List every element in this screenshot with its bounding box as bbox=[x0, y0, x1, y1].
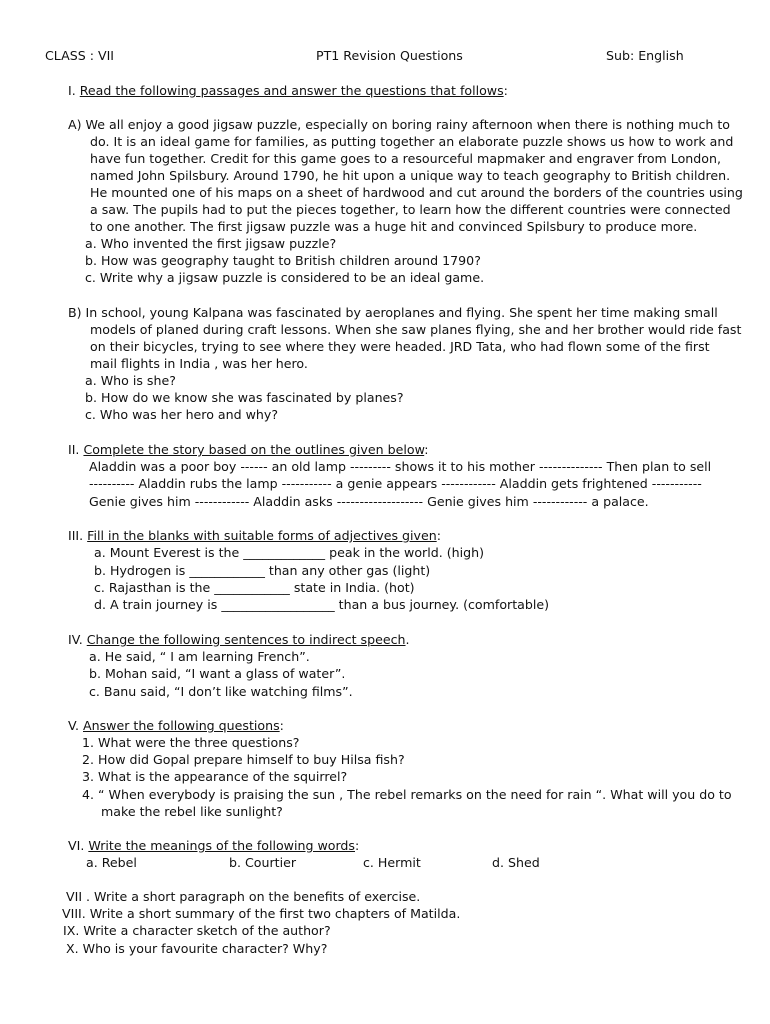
story-outline-line: ---------- Aladdin rubs the lamp ----------- a genie appears ------------ Aladdin gets frightened ----------- bbox=[89, 476, 702, 491]
word-item: b. Courtier bbox=[229, 855, 297, 870]
passage-a-line: named John Spilsbury. Around 1790, he hit upon a unique way to teach geography to British children. bbox=[90, 168, 731, 183]
section-4-number: IV. bbox=[68, 632, 87, 647]
section-3-title: Fill in the blanks with suitable forms of adjectives given bbox=[87, 528, 437, 543]
passage-a-question: c. Write why a jigsaw puzzle is considered to be an ideal game. bbox=[85, 270, 485, 285]
story-outline-line: Aladdin was a poor boy ------ an old lamp --------- shows it to his mother -------------- Then plan to sell bbox=[89, 459, 712, 474]
fill-blank-item: a. Mount Everest is the _____________ peak in the world. (high) bbox=[94, 545, 484, 560]
section-1-heading bbox=[68, 82, 508, 99]
passage-b-question: b. How do we know she was fascinated by planes? bbox=[85, 390, 404, 405]
word-item: c. Hermit bbox=[363, 855, 421, 870]
passage-a-line: to one another. The first jigsaw puzzle was a huge hit and convinced Spilsbury to produce more. bbox=[90, 219, 698, 234]
passage-b-question: a. Who is she? bbox=[85, 373, 176, 388]
section-5-colon: : bbox=[279, 718, 284, 733]
subject-label: Sub: English bbox=[606, 48, 684, 63]
fill-blank-item: c. Rajasthan is the ____________ state in India. (hot) bbox=[94, 580, 415, 595]
question-viii: VIII. Write a short summary of the first two chapters of Matilda. bbox=[62, 906, 461, 921]
section-1-title: Read the following passages and answer the questions that follows bbox=[79, 83, 504, 98]
passage-a-line: a saw. The pupils had to put the pieces together, to learn how the different countries were connected bbox=[90, 202, 731, 217]
indirect-speech-item: a. He said, “ I am learning French”. bbox=[89, 649, 310, 664]
question-ix: IX. Write a character sketch of the author? bbox=[63, 923, 331, 938]
passage-a-question: a. Who invented the first jigsaw puzzle? bbox=[85, 236, 337, 251]
question-x: X. Who is your favourite character? Why? bbox=[66, 941, 328, 956]
section-5-heading bbox=[68, 717, 284, 734]
passage-b-question: c. Who was her hero and why? bbox=[85, 407, 279, 422]
class-label: CLASS : VII bbox=[45, 48, 114, 63]
question-item-continuation: make the rebel like sunlight? bbox=[101, 804, 283, 819]
question-item: 1. What were the three questions? bbox=[82, 735, 300, 750]
section-2-colon: : bbox=[424, 442, 429, 457]
passage-a-line: A) We all enjoy a good jigsaw puzzle, especially on boring rainy afternoon when there is nothing much to bbox=[68, 117, 731, 132]
section-4-title: Change the following sentences to indirect speech bbox=[86, 632, 406, 647]
passage-b-line: B) In school, young Kalpana was fascinated by aeroplanes and flying. She spent her time making small bbox=[68, 305, 718, 320]
section-6-title: Write the meanings of the following words bbox=[88, 838, 355, 853]
passage-a-line: do. It is an ideal game for families, as putting together an elaborate puzzle shows us how to work and bbox=[90, 134, 734, 149]
word-item: d. Shed bbox=[492, 855, 540, 870]
section-6-colon: : bbox=[354, 838, 360, 853]
section-1-number: I. bbox=[68, 83, 80, 98]
question-item: 2. How did Gopal prepare himself to buy Hilsa fish? bbox=[82, 752, 405, 767]
section-6-heading bbox=[68, 837, 359, 854]
passage-a-line: have fun together. Credit for this game goes to a resourceful mapmaker and engraver from London, bbox=[90, 151, 721, 166]
passage-b-line: on their bicycles, trying to see where they were headed. JRD Tata, who had flown some of the first bbox=[90, 339, 710, 354]
document-title: PT1 Revision Questions bbox=[316, 48, 463, 63]
passage-b-line: mail flights in India , was her hero. bbox=[90, 356, 308, 371]
section-4-colon: . bbox=[405, 632, 410, 647]
section-1-colon: : bbox=[503, 83, 508, 98]
word-item: a. Rebel bbox=[86, 855, 137, 870]
passage-a-question: b. How was geography taught to British children around 1790? bbox=[85, 253, 481, 268]
question-vii: VII . Write a short paragraph on the benefits of exercise. bbox=[66, 889, 421, 904]
section-6-number: VI. bbox=[68, 838, 89, 853]
fill-blank-item: d. A train journey is __________________ than a bus journey. (comfortable) bbox=[94, 597, 550, 612]
story-outline-line: Genie gives him ------------ Aladdin asks ------------------- Genie gives him ------------ a palace. bbox=[89, 494, 649, 509]
indirect-speech-item: c. Banu said, “I don’t like watching films”. bbox=[89, 684, 353, 699]
question-item: 4. “ When everybody is praising the sun , The rebel remarks on the need for rain “. What will you do to bbox=[82, 787, 732, 802]
section-3-heading bbox=[68, 527, 441, 544]
section-5-title: Answer the following questions bbox=[83, 718, 280, 733]
section-5-number: V. bbox=[68, 718, 83, 733]
section-2-number: II. bbox=[68, 442, 84, 457]
indirect-speech-item: b. Mohan said, “I want a glass of water”. bbox=[89, 666, 346, 681]
section-3-colon: : bbox=[436, 528, 441, 543]
section-2-title: Complete the story based on the outlines given below bbox=[83, 442, 425, 457]
fill-blank-item: b. Hydrogen is ____________ than any other gas (light) bbox=[94, 563, 431, 578]
section-3-number: III. bbox=[68, 528, 88, 543]
section-4-heading bbox=[68, 631, 410, 648]
section-2-heading bbox=[68, 441, 428, 458]
passage-a-line: He mounted one of his maps on a sheet of hardwood and cut around the borders of the countries using bbox=[90, 185, 743, 200]
question-item: 3. What is the appearance of the squirrel? bbox=[82, 769, 348, 784]
passage-b-line: models of planed during craft lessons. When she saw planes flying, she and her brother would ride fast bbox=[90, 322, 742, 337]
